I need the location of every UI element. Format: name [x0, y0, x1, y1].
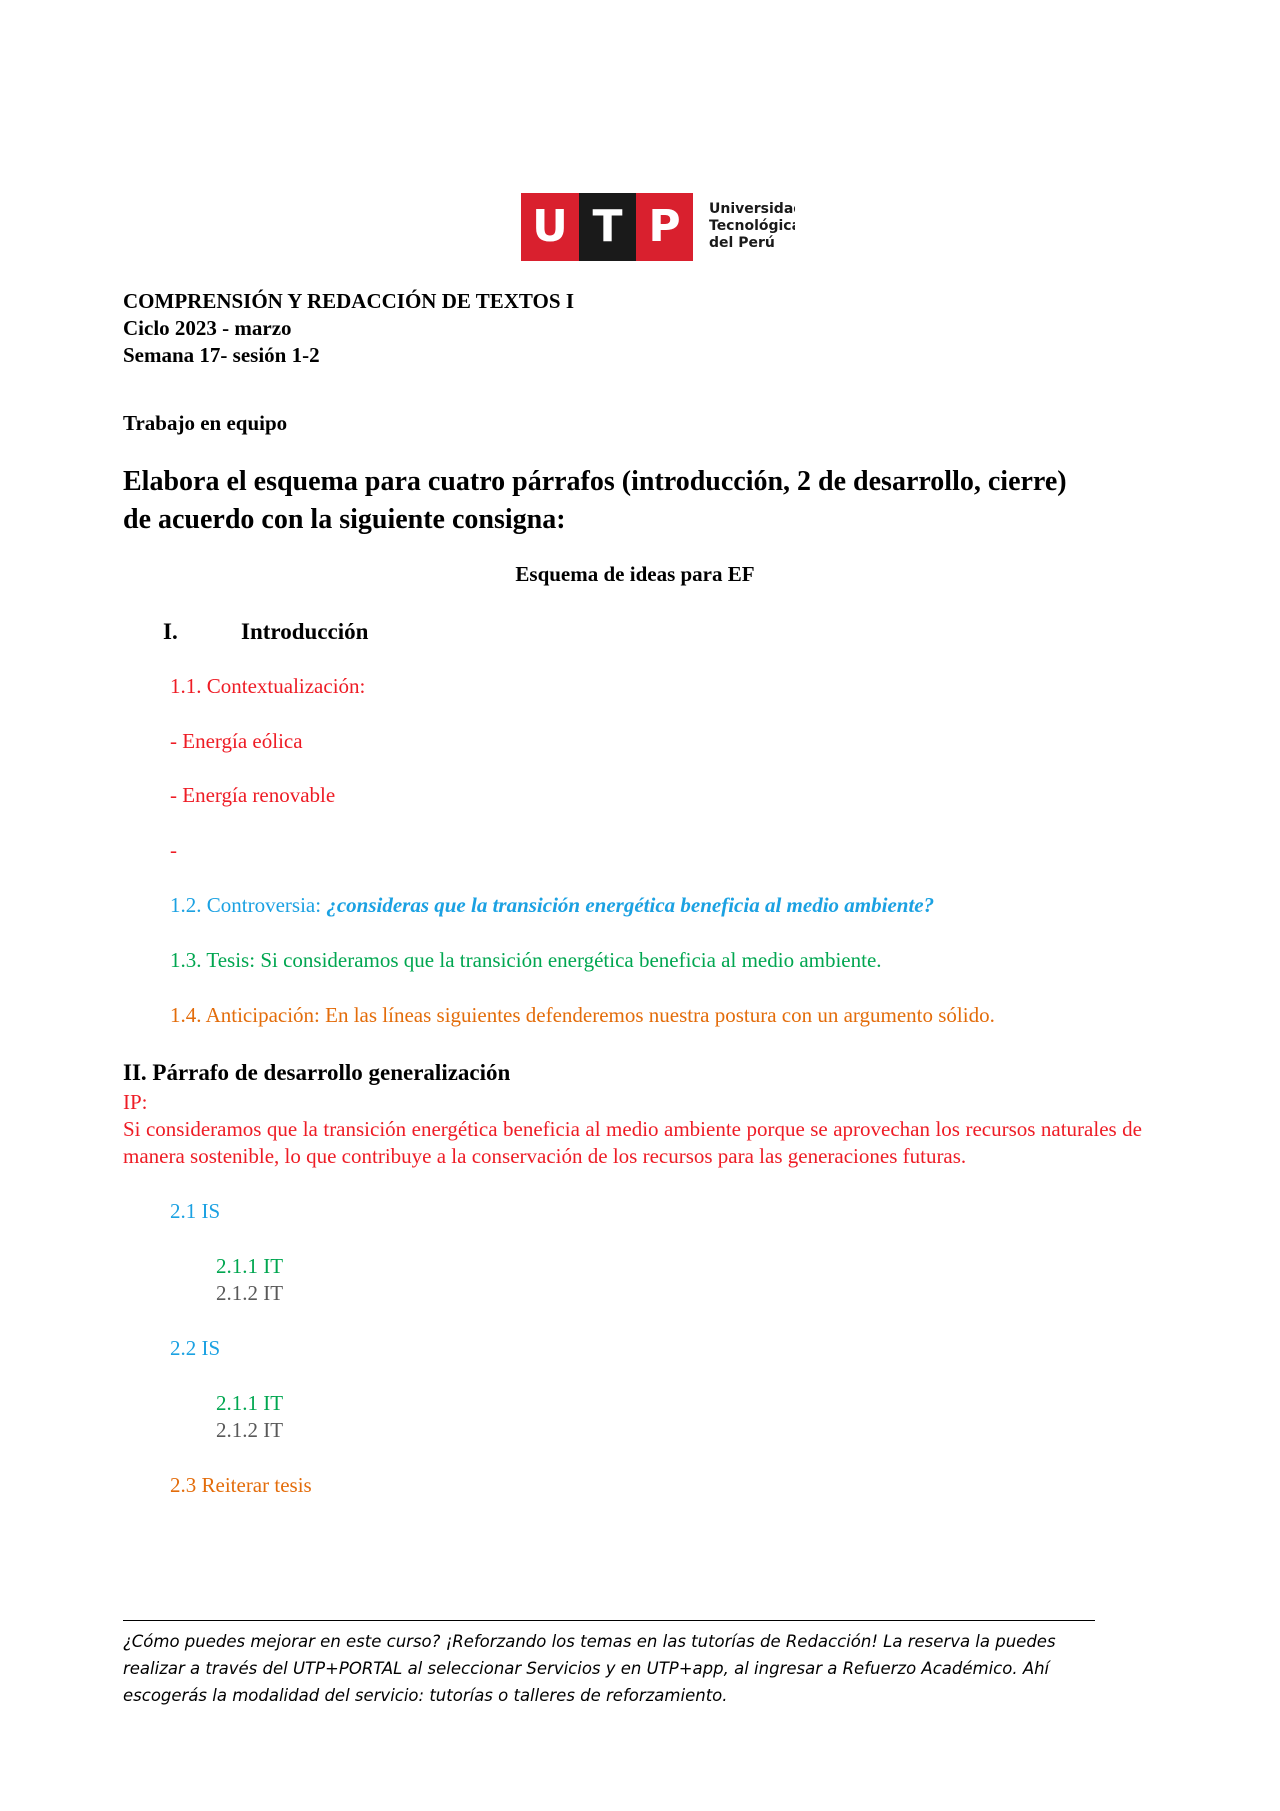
instruction-heading: Elabora el esquema para cuatro párrafos (introducción, 2 de desarrollo, cierre) de acuerdo con la siguiente consigna: — [123, 466, 1067, 535]
is1-label: 2.1 IS — [170, 1199, 221, 1223]
section2-title: II. Párrafo de desarrollo generalización — [123, 1060, 511, 1085]
logo-text-line2: Tecnológica — [709, 218, 795, 234]
logo-text-line1: Universidad — [709, 201, 795, 217]
scheme-title: Esquema de ideas para EF — [515, 562, 755, 586]
context-bullet-renewable: - Energía renovable — [170, 783, 336, 807]
is2-it1-label: 2.1.1 IT — [216, 1391, 284, 1415]
thesis-line: 1.3. Tesis: Si consideramos que la transición energética beneficia al medio ambiente. — [170, 948, 882, 972]
anticipation-line: 1.4. Anticipación: En las líneas siguientes defenderemos nuestra postura con un argumento sólido. — [170, 1003, 995, 1027]
section1-numeral: I. — [163, 619, 178, 644]
logo-letter-u: U — [532, 201, 568, 252]
is1-it1-label: 2.1.1 IT — [216, 1254, 284, 1278]
ip-label: IP: — [123, 1090, 148, 1114]
controversy-question: ¿consideras que la transición energética beneficia al medio ambiente? — [326, 893, 935, 917]
controversy-label: 1.2. Controversia: — [170, 893, 327, 917]
utp-logo — [521, 193, 795, 261]
controversy-line — [170, 892, 934, 919]
is2-label: 2.2 IS — [170, 1336, 221, 1360]
footer-divider — [123, 1620, 1095, 1621]
is2-it2-label: 2.1.2 IT — [216, 1418, 284, 1442]
team-work-label: Trabajo en equipo — [123, 411, 288, 435]
section1-title: Introducción — [241, 619, 369, 644]
utp-logo-graphic — [521, 193, 795, 261]
is1-it2-label: 2.1.2 IT — [216, 1281, 284, 1305]
contextualization-label: 1.1. Contextualización: — [170, 674, 366, 698]
course-cycle: Ciclo 2023 - marzo — [123, 316, 292, 340]
footer-note: ¿Cómo puedes mejorar en este curso? ¡Reforzando los temas en las tutorías de Redacción! La reserva la puedes realizar a través del UTP+PORTAL al seleccionar Servicios y en UTP+app, al ingresar a Refuerzo Académico. Ahí escogerás la modalidad del servicio: tutorías o talleres de reforzamiento. — [123, 1632, 1056, 1705]
logo-letter-t: T — [592, 201, 623, 252]
context-bullet-empty: - — [170, 838, 177, 862]
reiterate-thesis-label: 2.3 Reiterar tesis — [170, 1473, 312, 1497]
logo-letter-p: P — [648, 201, 681, 252]
context-bullet-wind: - Energía eólica — [170, 729, 303, 753]
logo-text-line3: del Perú — [709, 235, 775, 251]
course-week: Semana 17- sesión 1-2 — [123, 343, 320, 367]
course-title: COMPRENSIÓN Y REDACCIÓN DE TEXTOS I — [123, 289, 574, 313]
ip-text: Si consideramos que la transición energética beneficia al medio ambiente porque se aprovechan los recursos naturales de manera sostenible, lo que contribuye a la conservación de los recursos para las generaciones futuras. — [123, 1117, 1142, 1168]
